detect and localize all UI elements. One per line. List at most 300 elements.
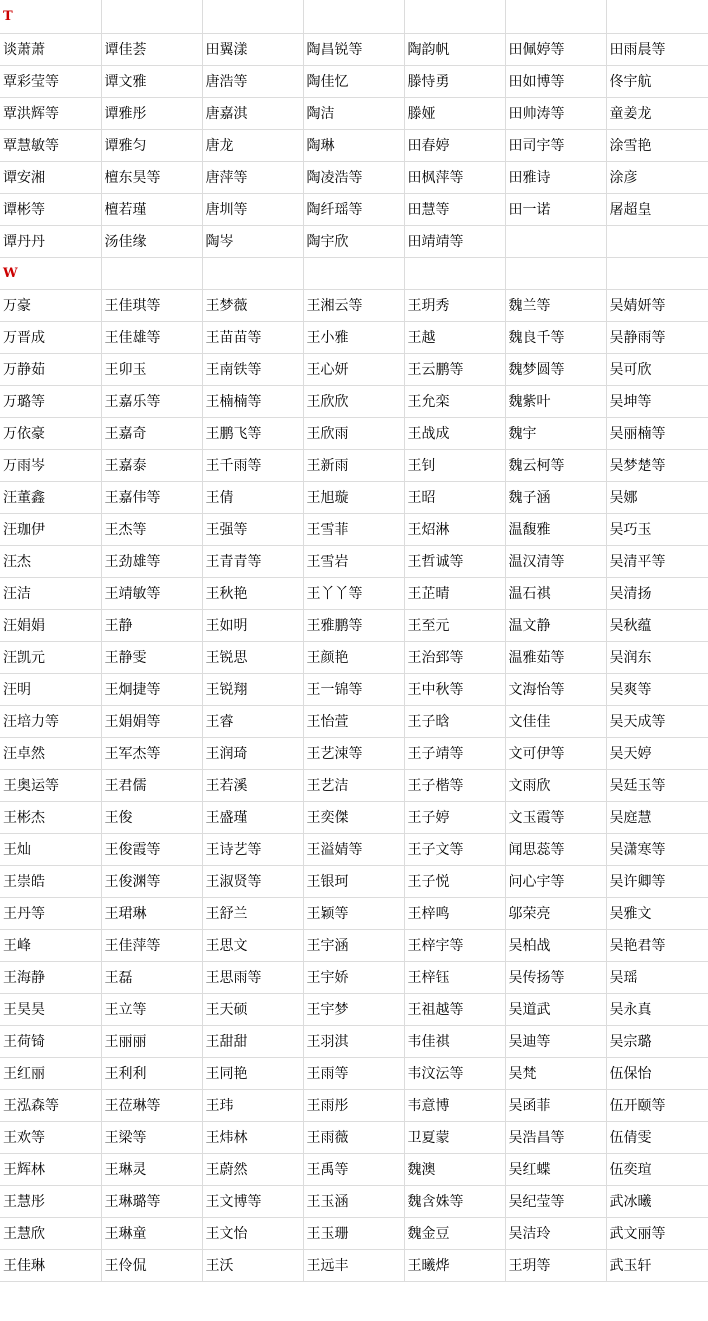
name-cell: 王鹏飞等 bbox=[202, 417, 303, 449]
name-cell: 王娟娟等 bbox=[101, 705, 202, 737]
name-cell: 王杰等 bbox=[101, 513, 202, 545]
name-cell: 王欣雨 bbox=[303, 417, 404, 449]
name-cell: 魏含姝等 bbox=[404, 1185, 505, 1217]
empty-cell bbox=[505, 0, 606, 33]
name-cell: 邬荣亮 bbox=[505, 897, 606, 929]
name-cell: 覃慧敏等 bbox=[0, 129, 101, 161]
empty-cell bbox=[303, 257, 404, 289]
table-row bbox=[0, 417, 708, 449]
name-cell: 吴爽等 bbox=[606, 673, 708, 705]
name-cell: 田司宇等 bbox=[505, 129, 606, 161]
name-cell: 唐浩等 bbox=[202, 65, 303, 97]
name-cell: 万璐等 bbox=[0, 385, 101, 417]
name-cell: 王秋艳 bbox=[202, 577, 303, 609]
name-cell: 王嘉伟等 bbox=[101, 481, 202, 513]
name-cell: 武文丽等 bbox=[606, 1217, 708, 1249]
name-cell: 吴柏战 bbox=[505, 929, 606, 961]
name-cell: 温雅茹等 bbox=[505, 641, 606, 673]
name-cell: 王一锦等 bbox=[303, 673, 404, 705]
name-cell: 王沃 bbox=[202, 1249, 303, 1281]
name-cell: 万晋成 bbox=[0, 321, 101, 353]
empty-cell bbox=[404, 257, 505, 289]
name-cell: 谭雅彤 bbox=[101, 97, 202, 129]
name-cell: 唐嘉淇 bbox=[202, 97, 303, 129]
name-cell: 吴秋蕴 bbox=[606, 609, 708, 641]
name-cell: 王利利 bbox=[101, 1057, 202, 1089]
name-cell: 田如博等 bbox=[505, 65, 606, 97]
name-cell: 王天硕 bbox=[202, 993, 303, 1025]
name-cell: 王彬杰 bbox=[0, 801, 101, 833]
name-cell: 陶宇欣 bbox=[303, 225, 404, 257]
name-cell: 魏澳 bbox=[404, 1153, 505, 1185]
name-cell: 滕娅 bbox=[404, 97, 505, 129]
name-cell: 吴天成等 bbox=[606, 705, 708, 737]
name-cell: 王思文 bbox=[202, 929, 303, 961]
name-cell: 王子楷等 bbox=[404, 769, 505, 801]
name-cell: 吴梦楚等 bbox=[606, 449, 708, 481]
name-cell: 吴潇寒等 bbox=[606, 833, 708, 865]
name-cell: 王锐翔 bbox=[202, 673, 303, 705]
table-row bbox=[0, 577, 708, 609]
table-row bbox=[0, 33, 708, 65]
name-cell: 王苗苗等 bbox=[202, 321, 303, 353]
table-row bbox=[0, 321, 708, 353]
name-cell: 王芷晴 bbox=[404, 577, 505, 609]
name-cell: 汪凯元 bbox=[0, 641, 101, 673]
name-cell: 魏金豆 bbox=[404, 1217, 505, 1249]
name-cell: 谈萧萧 bbox=[0, 33, 101, 65]
name-cell: 檀若瑾 bbox=[101, 193, 202, 225]
name-cell: 王玥等 bbox=[505, 1249, 606, 1281]
name-cell: 王欢等 bbox=[0, 1121, 101, 1153]
name-cell: 吴天婷 bbox=[606, 737, 708, 769]
name-cell: 王润琦 bbox=[202, 737, 303, 769]
name-cell: 王泓森等 bbox=[0, 1089, 101, 1121]
name-cell: 韦意博 bbox=[404, 1089, 505, 1121]
name-cell: 伍开颐等 bbox=[606, 1089, 708, 1121]
name-cell: 汤佳缘 bbox=[101, 225, 202, 257]
table-row bbox=[0, 769, 708, 801]
name-cell: 王玥秀 bbox=[404, 289, 505, 321]
name-cell: 田佩婷等 bbox=[505, 33, 606, 65]
name-cell: 王红丽 bbox=[0, 1057, 101, 1089]
name-cell: 王子文等 bbox=[404, 833, 505, 865]
name-cell: 吴润东 bbox=[606, 641, 708, 673]
name-cell: 伍倩雯 bbox=[606, 1121, 708, 1153]
name-cell: 吴道武 bbox=[505, 993, 606, 1025]
name-cell: 陶洁 bbox=[303, 97, 404, 129]
name-cell: 王俊 bbox=[101, 801, 202, 833]
name-cell: 王宇梦 bbox=[303, 993, 404, 1025]
name-cell: 王炤淋 bbox=[404, 513, 505, 545]
table-row bbox=[0, 161, 708, 193]
name-cell: 王怡萱 bbox=[303, 705, 404, 737]
name-cell: 王梓钰 bbox=[404, 961, 505, 993]
table-row bbox=[0, 705, 708, 737]
empty-cell bbox=[404, 0, 505, 33]
name-cell: 文玉霞等 bbox=[505, 801, 606, 833]
name-cell: 王磊 bbox=[101, 961, 202, 993]
name-cell: 王千雨等 bbox=[202, 449, 303, 481]
name-cell: 王云鹏等 bbox=[404, 353, 505, 385]
name-cell: 王中秋等 bbox=[404, 673, 505, 705]
name-cell: 王强等 bbox=[202, 513, 303, 545]
name-cell: 王睿 bbox=[202, 705, 303, 737]
name-cell: 魏紫叶 bbox=[505, 385, 606, 417]
name-cell: 王炜林 bbox=[202, 1121, 303, 1153]
empty-cell bbox=[202, 0, 303, 33]
name-cell: 王蔚然 bbox=[202, 1153, 303, 1185]
name-cell: 王慧彤 bbox=[0, 1185, 101, 1217]
name-cell: 吴浩昌等 bbox=[505, 1121, 606, 1153]
name-cell: 王甜甜 bbox=[202, 1025, 303, 1057]
name-cell: 王梁等 bbox=[101, 1121, 202, 1153]
name-cell: 王溢婧等 bbox=[303, 833, 404, 865]
table-row bbox=[0, 1217, 708, 1249]
name-cell: 王钊 bbox=[404, 449, 505, 481]
name-cell: 王慧欣 bbox=[0, 1217, 101, 1249]
table-row bbox=[0, 641, 708, 673]
table-row bbox=[0, 1185, 708, 1217]
name-cell: 武玉轩 bbox=[606, 1249, 708, 1281]
name-cell: 吴清平等 bbox=[606, 545, 708, 577]
name-cell: 王青青等 bbox=[202, 545, 303, 577]
name-cell: 魏宇 bbox=[505, 417, 606, 449]
table-row bbox=[0, 1089, 708, 1121]
name-cell: 吴坤等 bbox=[606, 385, 708, 417]
name-cell: 文佳佳 bbox=[505, 705, 606, 737]
name-cell: 闻思蕊等 bbox=[505, 833, 606, 865]
name-cell: 王越 bbox=[404, 321, 505, 353]
name-cell: 谭佳荟 bbox=[101, 33, 202, 65]
name-cell: 伍奕瑄 bbox=[606, 1153, 708, 1185]
table-row bbox=[0, 129, 708, 161]
name-cell: 王宇涵 bbox=[303, 929, 404, 961]
section-header-row bbox=[0, 257, 708, 289]
name-cell: 卫夏蒙 bbox=[404, 1121, 505, 1153]
name-cell: 魏良千等 bbox=[505, 321, 606, 353]
table-row bbox=[0, 897, 708, 929]
name-cell: 韦佳祺 bbox=[404, 1025, 505, 1057]
name-cell: 吴清扬 bbox=[606, 577, 708, 609]
table-row bbox=[0, 449, 708, 481]
name-cell: 王雨等 bbox=[303, 1057, 404, 1089]
table-row bbox=[0, 1121, 708, 1153]
name-cell: 王南铁等 bbox=[202, 353, 303, 385]
name-cell: 王静 bbox=[101, 609, 202, 641]
name-cell: 王雪菲 bbox=[303, 513, 404, 545]
name-cell: 吴永真 bbox=[606, 993, 708, 1025]
name-cell: 吴纪莹等 bbox=[505, 1185, 606, 1217]
name-cell: 童姜龙 bbox=[606, 97, 708, 129]
name-cell: 吴梵 bbox=[505, 1057, 606, 1089]
name-cell: 王艺洁 bbox=[303, 769, 404, 801]
name-cell: 吴传扬等 bbox=[505, 961, 606, 993]
name-cell: 王卯玉 bbox=[101, 353, 202, 385]
name-cell: 王琳童 bbox=[101, 1217, 202, 1249]
name-cell: 吴可欣 bbox=[606, 353, 708, 385]
name-cell: 温文静 bbox=[505, 609, 606, 641]
name-cell: 田雨晨等 bbox=[606, 33, 708, 65]
name-cell: 王艺涑等 bbox=[303, 737, 404, 769]
name-cell: 汪卓然 bbox=[0, 737, 101, 769]
name-cell: 王辉林 bbox=[0, 1153, 101, 1185]
table-row bbox=[0, 513, 708, 545]
empty-cell bbox=[606, 0, 708, 33]
name-cell: 王颜艳 bbox=[303, 641, 404, 673]
name-cell: 武冰曦 bbox=[606, 1185, 708, 1217]
table-row bbox=[0, 961, 708, 993]
name-cell: 王佳雄等 bbox=[101, 321, 202, 353]
name-cell: 吴庭慧 bbox=[606, 801, 708, 833]
name-cell: 王宇娇 bbox=[303, 961, 404, 993]
empty-cell bbox=[606, 257, 708, 289]
name-cell: 王荷锜 bbox=[0, 1025, 101, 1057]
name-cell: 王舒兰 bbox=[202, 897, 303, 929]
name-cell: 王俊霞等 bbox=[101, 833, 202, 865]
name-cell: 王灿 bbox=[0, 833, 101, 865]
name-cell: 王昊昊 bbox=[0, 993, 101, 1025]
name-cell: 王玮 bbox=[202, 1089, 303, 1121]
table-row bbox=[0, 193, 708, 225]
name-cell: 汪洁 bbox=[0, 577, 101, 609]
name-cell: 王奥运等 bbox=[0, 769, 101, 801]
name-cell: 王湘云等 bbox=[303, 289, 404, 321]
name-cell: 唐萍等 bbox=[202, 161, 303, 193]
name-cell: 王诗艺等 bbox=[202, 833, 303, 865]
empty-cell bbox=[101, 0, 202, 33]
name-cell: 王子悦 bbox=[404, 865, 505, 897]
name-cell: 问心宇等 bbox=[505, 865, 606, 897]
name-cell: 吴洁玲 bbox=[505, 1217, 606, 1249]
name-cell: 王劲雄等 bbox=[101, 545, 202, 577]
name-cell: 王思雨等 bbox=[202, 961, 303, 993]
table-row bbox=[0, 385, 708, 417]
name-cell: 吴静雨等 bbox=[606, 321, 708, 353]
name-cell: 吴宗璐 bbox=[606, 1025, 708, 1057]
name-cell: 王伶侃 bbox=[101, 1249, 202, 1281]
name-cell: 唐圳等 bbox=[202, 193, 303, 225]
name-cell: 谭丹丹 bbox=[0, 225, 101, 257]
name-cell: 陶岑 bbox=[202, 225, 303, 257]
name-cell: 汪培力等 bbox=[0, 705, 101, 737]
table-row bbox=[0, 289, 708, 321]
name-cell: 王曦烨 bbox=[404, 1249, 505, 1281]
name-cell: 王丽丽 bbox=[101, 1025, 202, 1057]
table-row bbox=[0, 993, 708, 1025]
name-cell: 吴瑶 bbox=[606, 961, 708, 993]
name-cell: 王琳璐等 bbox=[101, 1185, 202, 1217]
name-cell: 王哲诚等 bbox=[404, 545, 505, 577]
name-cell: 王楠楠等 bbox=[202, 385, 303, 417]
name-cell: 吴红蝶 bbox=[505, 1153, 606, 1185]
name-cell: 王银珂 bbox=[303, 865, 404, 897]
name-cell: 陶凌浩等 bbox=[303, 161, 404, 193]
name-cell: 伍保怡 bbox=[606, 1057, 708, 1089]
table-row bbox=[0, 673, 708, 705]
empty-cell bbox=[202, 257, 303, 289]
name-cell: 田雅诗 bbox=[505, 161, 606, 193]
name-cell: 温汉清等 bbox=[505, 545, 606, 577]
name-cell: 魏兰等 bbox=[505, 289, 606, 321]
name-cell: 王至元 bbox=[404, 609, 505, 641]
table-row bbox=[0, 833, 708, 865]
name-cell: 田翼漾 bbox=[202, 33, 303, 65]
name-cell: 涂雪艳 bbox=[606, 129, 708, 161]
section-letter: W bbox=[0, 257, 101, 289]
name-cell: 王子婷 bbox=[404, 801, 505, 833]
table-row bbox=[0, 1153, 708, 1185]
name-cell: 王颖等 bbox=[303, 897, 404, 929]
name-cell: 陶佳忆 bbox=[303, 65, 404, 97]
name-cell: 王崇皓 bbox=[0, 865, 101, 897]
name-cell: 田春婷 bbox=[404, 129, 505, 161]
name-cell: 万豪 bbox=[0, 289, 101, 321]
name-cell: 王倩 bbox=[202, 481, 303, 513]
name-cell: 汪明 bbox=[0, 673, 101, 705]
empty-cell bbox=[505, 225, 606, 257]
name-cell: 王新雨 bbox=[303, 449, 404, 481]
name-cell: 王若溪 bbox=[202, 769, 303, 801]
name-cell: 王如明 bbox=[202, 609, 303, 641]
table-row bbox=[0, 353, 708, 385]
table-row bbox=[0, 1057, 708, 1089]
name-cell: 谭彬等 bbox=[0, 193, 101, 225]
name-cell: 王静雯 bbox=[101, 641, 202, 673]
table-row bbox=[0, 97, 708, 129]
name-cell: 王小雅 bbox=[303, 321, 404, 353]
name-cell: 田慧等 bbox=[404, 193, 505, 225]
empty-cell bbox=[101, 257, 202, 289]
name-cell: 王梓宇等 bbox=[404, 929, 505, 961]
name-cell: 吴廷玉等 bbox=[606, 769, 708, 801]
name-cell: 万雨岑 bbox=[0, 449, 101, 481]
name-cell: 王峰 bbox=[0, 929, 101, 961]
name-cell: 王军杰等 bbox=[101, 737, 202, 769]
name-cell: 王心妍 bbox=[303, 353, 404, 385]
name-cell: 王雅鹏等 bbox=[303, 609, 404, 641]
name-cell: 王旭璇 bbox=[303, 481, 404, 513]
name-cell: 王文怡 bbox=[202, 1217, 303, 1249]
name-cell: 陶韵帆 bbox=[404, 33, 505, 65]
name-cell: 屠超皇 bbox=[606, 193, 708, 225]
empty-cell bbox=[303, 0, 404, 33]
name-cell: 王丹等 bbox=[0, 897, 101, 929]
name-cell: 王欣欣 bbox=[303, 385, 404, 417]
name-cell: 王允栾 bbox=[404, 385, 505, 417]
name-cell: 吴雅文 bbox=[606, 897, 708, 929]
name-cell: 谭雅匀 bbox=[101, 129, 202, 161]
name-cell: 温馥雅 bbox=[505, 513, 606, 545]
name-cell: 王靖敏等 bbox=[101, 577, 202, 609]
name-cell: 王佳琪等 bbox=[101, 289, 202, 321]
empty-cell bbox=[505, 257, 606, 289]
name-cell: 王玉涵 bbox=[303, 1185, 404, 1217]
name-cell: 吴巧玉 bbox=[606, 513, 708, 545]
name-cell: 汪珈伊 bbox=[0, 513, 101, 545]
name-cell: 汪杰 bbox=[0, 545, 101, 577]
name-cell: 王羽淇 bbox=[303, 1025, 404, 1057]
name-cell: 王昭 bbox=[404, 481, 505, 513]
name-cell: 王文博等 bbox=[202, 1185, 303, 1217]
name-cell: 王佳萍等 bbox=[101, 929, 202, 961]
name-cell: 王丫丫等 bbox=[303, 577, 404, 609]
table-row bbox=[0, 545, 708, 577]
name-cell: 陶纤瑶等 bbox=[303, 193, 404, 225]
name-cell: 文海怡等 bbox=[505, 673, 606, 705]
name-cell: 吴娜 bbox=[606, 481, 708, 513]
table-row bbox=[0, 225, 708, 257]
name-cell: 吴艳君等 bbox=[606, 929, 708, 961]
section-header-row bbox=[0, 0, 708, 33]
name-cell: 文雨欣 bbox=[505, 769, 606, 801]
name-cell: 王俊渊等 bbox=[101, 865, 202, 897]
name-cell: 王珺琳 bbox=[101, 897, 202, 929]
table-row bbox=[0, 1025, 708, 1057]
empty-cell bbox=[606, 225, 708, 257]
name-cell: 王战成 bbox=[404, 417, 505, 449]
name-cell: 王君儒 bbox=[101, 769, 202, 801]
name-cell: 陶昌锐等 bbox=[303, 33, 404, 65]
name-cell: 王雨彤 bbox=[303, 1089, 404, 1121]
table-row bbox=[0, 1249, 708, 1281]
name-cell: 吴函菲 bbox=[505, 1089, 606, 1121]
name-cell: 王盛瑾 bbox=[202, 801, 303, 833]
name-cell: 温石祺 bbox=[505, 577, 606, 609]
name-cell: 唐龙 bbox=[202, 129, 303, 161]
name-cell: 王淑贤等 bbox=[202, 865, 303, 897]
name-cell: 田枫萍等 bbox=[404, 161, 505, 193]
name-cell: 万静茹 bbox=[0, 353, 101, 385]
name-cell: 王嘉奇 bbox=[101, 417, 202, 449]
name-cell: 王莅琳等 bbox=[101, 1089, 202, 1121]
name-cell: 王佳琳 bbox=[0, 1249, 101, 1281]
name-cell: 王雪岩 bbox=[303, 545, 404, 577]
name-cell: 檀东昊等 bbox=[101, 161, 202, 193]
name-cell: 王远丰 bbox=[303, 1249, 404, 1281]
name-cell: 汪娟娟 bbox=[0, 609, 101, 641]
name-cell: 王玉珊 bbox=[303, 1217, 404, 1249]
name-cell: 滕恃勇 bbox=[404, 65, 505, 97]
name-cell: 王子靖等 bbox=[404, 737, 505, 769]
table-row bbox=[0, 65, 708, 97]
name-cell: 王嘉乐等 bbox=[101, 385, 202, 417]
name-cell: 王锐思 bbox=[202, 641, 303, 673]
name-cell: 王海静 bbox=[0, 961, 101, 993]
name-cell: 谭安湘 bbox=[0, 161, 101, 193]
name-cell: 魏梦圆等 bbox=[505, 353, 606, 385]
name-cell: 田一诺 bbox=[505, 193, 606, 225]
name-cell: 王治郅等 bbox=[404, 641, 505, 673]
name-cell: 涂彦 bbox=[606, 161, 708, 193]
name-cell: 王琳灵 bbox=[101, 1153, 202, 1185]
name-cell: 王同艳 bbox=[202, 1057, 303, 1089]
name-cell: 吴丽楠等 bbox=[606, 417, 708, 449]
name-cell: 吴婧妍等 bbox=[606, 289, 708, 321]
name-cell: 王炯捷等 bbox=[101, 673, 202, 705]
name-cell: 覃彩莹等 bbox=[0, 65, 101, 97]
name-cell: 王嘉泰 bbox=[101, 449, 202, 481]
table-row bbox=[0, 865, 708, 897]
name-cell: 文可伊等 bbox=[505, 737, 606, 769]
name-cell: 万依豪 bbox=[0, 417, 101, 449]
name-cell: 王梦薇 bbox=[202, 289, 303, 321]
table-row bbox=[0, 737, 708, 769]
section-letter: T bbox=[0, 0, 101, 33]
name-cell: 陶琳 bbox=[303, 129, 404, 161]
name-cell: 佟宇航 bbox=[606, 65, 708, 97]
name-cell: 谭文雅 bbox=[101, 65, 202, 97]
